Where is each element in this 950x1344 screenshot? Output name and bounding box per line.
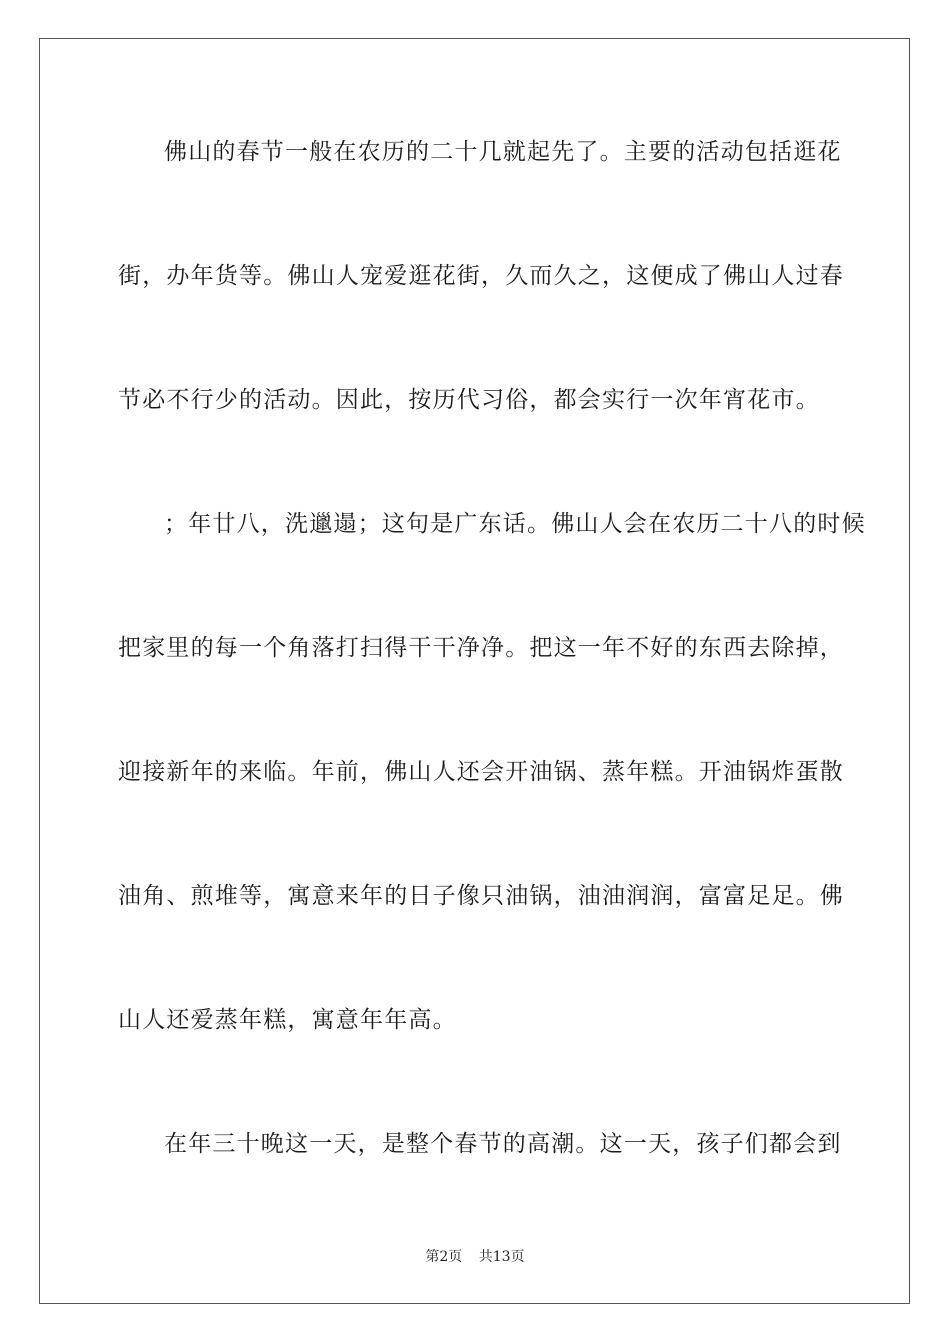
paragraph-2-line-5: 山人还爱蒸年糕，寓意年年高。 (118, 1007, 457, 1033)
page-total: 共13页 (478, 1249, 525, 1265)
paragraph-1-line-2: 街，办年货等。佛山人宠爱逛花街，久而久之，这便成了佛山人过春 (118, 263, 844, 289)
page-number: 第2页 (425, 1249, 463, 1265)
paragraph-1-line-1: 佛山的春节一般在农历的二十几就起先了。主要的活动包括逛花 (164, 139, 842, 165)
paragraph-3-line-1: 在年三十晚这一天，是整个春节的高潮。这一天，孩子们都会到 (164, 1131, 842, 1157)
page-footer (0, 1246, 950, 1266)
paragraph-2-line-1: ；年廿八，洗邋遢；这句是广东话。佛山人会在农历二十八的时候 (164, 511, 866, 537)
paragraph-2-line-3: 迎接新年的来临。年前，佛山人还会开油锅、蒸年糕。开油锅炸蛋散 (118, 759, 844, 785)
page-border (39, 38, 910, 1304)
paragraph-2-line-2: 把家里的每一个角落打扫得干干净净。把这一年不好的东西去除掉， (118, 635, 844, 661)
paragraph-2-line-4: 油角、煎堆等，寓意来年的日子像只油锅，油油润润，富富足足。佛 (118, 883, 844, 909)
paragraph-1-line-3: 节必不行少的活动。因此，按历代习俗，都会实行一次年宵花市。 (118, 387, 820, 413)
